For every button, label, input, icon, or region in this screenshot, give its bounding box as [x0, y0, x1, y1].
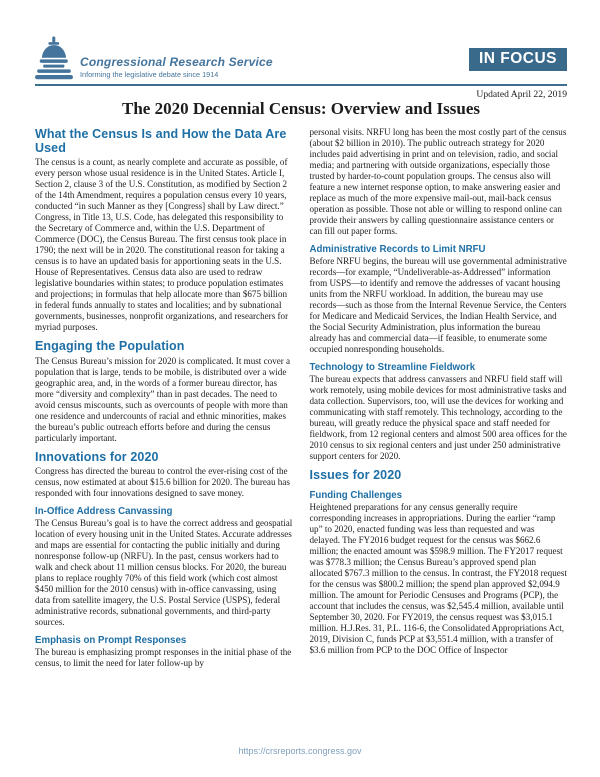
para-in-office-address-canvassing: The Census Bureau’s goal is to have the correct address and geospatial location of every housing unit in the United States. Accurate addresses and maps are essential for contacting the public initially and during nonresponse follow-up (NRFU). In the past, census workers had to walk and check about 11 million census blocks. For 2020, the bureau plans to replace roughly 70% of this field work (which cost almost $450 million for the 2010 census) with in-office canvassing, using data from satellite imagery, the U.S. Postal Service (USPS), federal administrative records, subnational governments, and third-party sources.	[35, 518, 293, 627]
footer	[0, 741, 600, 759]
para-funding-challenges: Heightened preparations for any census generally require corresponding increases in appropriations. During the earlier “ramp up” to 2020, enacted funding was less than requested and was delayed. The FY2016 budget request for the census was $662.6 million; the enacted amount was $598.9 million. The FY2017 request was $778.3 million; the Census Bureau’s approved spend plan allocated $767.3 million to the census. In contrast, the FY2018 request for the census was $800.2 million; the spend plan approved $2,094.9 million. The amount for Periodic Censuses and Programs (PCP), the account that includes the census, was $2,545.4 million, available until September 30, 2020. For FY2019, the census request was $3,015.1 million. H.J.Res. 31, P.L. 116-6, the Consolidated Appropriations Act, 2019, Division C, funds PCP at $3,551.4 million, with a transfer of $3.6 million from PCP to the DOC Office of Inspector	[309, 501, 567, 655]
para-census-definition: The census is a count, as nearly complete and accurate as possible, of every person whose usual residence is in the United States. Article I, Section 2, clause 3 of the U.S. Constitution, as modified by Section 2 of the 14th Amendment, requires a population census every 10 years, conducted “in such Manner as they [Congress] shall by Law direct.” Congress, in Title 13, U.S. Code, has delegated this responsibility to the Secretary of Commerce and, within the U.S. Department of Commerce (DOC), the Census Bureau. The first census took place in 1790; the next will be in 2020. The constitutional reason for taking a census is to have an updated basis for apportioning seats in the U.S. House of Representatives. Census data also are used to redraw legislative boundaries within states; to produce population estimates and projections; in formulas that help allocate more than $675 billion in federal funds annually to states and localities; and by subnational governments, businesses, nonprofit organizations, and researchers for myriad purposes.	[35, 157, 289, 332]
subheading-technology-fieldwork: Technology to Streamline Fieldwork	[309, 362, 476, 373]
right-column	[310, 127, 568, 669]
footer-link[interactable]: https://crsreports.congress.gov	[238, 746, 362, 756]
subheading-emphasis-prompt-responses: Emphasis on Prompt Responses	[35, 635, 187, 646]
updated-date: Updated April 22, 2019	[476, 89, 567, 100]
para-technology-fieldwork: The bureau expects that address canvassers and NRFU field staff will work remotely, using mobile devices for most administrative tasks and data collection. Supervisors, too, will use the devices for working and communicating with staff remotely. This technology, according to the bureau, will greatly reduce the physical space and staff needed for fieldwork, from 12 regional centers and almost 500 area offices for the 2010 census to six regional centers and just under 250 administrative support centers for 2020.	[309, 374, 567, 461]
para-engaging-population: The Census Bureau’s mission for 2020 is complicated. It must cover a population that is large, tends to be mobile, is distributed over a wide geographic area, and, in the words of a former bureau director, has more “diversity and complexity” than in past decades. The need to avoid census miscounts, such as overcounts of people with more than one residence and undercounts of racial and ethnic minorities, makes the bureau’s public outreach efforts before and during the census particularly important.	[35, 355, 291, 443]
in-focus-badge: IN FOCUS	[469, 48, 567, 71]
capitol-dome-icon	[35, 36, 73, 82]
org-tagline: Informing the legislative debate since 1914	[80, 70, 219, 79]
subheading-in-office-address-canvassing: In-Office Address Canvassing	[35, 506, 173, 517]
header-divider	[35, 84, 567, 86]
para-prompt-responses-continued: personal visits. NRFU long has been the most costly part of the census (about $2 billion in 2010). The public outreach strategy for 2020 includes paid advertising in print and on television, radio, and social media; and partnering with outside organizations, especially those trusted by harder-to-count population groups. The census also will feature a new internet response option, to make answering easier and replace as much of the more expensive mail-out, mail-back census operation as possible. Those not able or willing to respond online can provide their answers by calling questionnaire assistance centers or can fill out paper forms.	[309, 127, 567, 236]
header	[35, 36, 567, 82]
subheading-administrative-records: Administrative Records to Limit NRFU	[309, 244, 486, 255]
section-heading-what-census-is: What the Census Is and How the Data Are Used	[35, 127, 287, 155]
left-column	[35, 127, 293, 669]
para-emphasis-prompt-responses: The bureau is emphasizing prompt responses in the initial phase of the census, to limit the need for later follow-up by	[35, 647, 292, 668]
para-innovations-2020: Congress has directed the bureau to control the ever-rising cost of the census, now estimated at about $15.6 billion for 2020. The bureau has responded with four innovations designed to save money.	[35, 466, 290, 498]
section-heading-innovations-2020: Innovations for 2020	[35, 449, 159, 464]
para-administrative-records: Before NRFU begins, the bureau will use governmental administrative records—for example, “Undeliverable-as-Addressed” information from USPS—to identify and remove the addresses of vacant housing units from the NRFU workload. In addition, the bureau may use records—such as those from the Internal Revenue Service, the Centers for Medicare and Medicaid Services, the Indian Health Service, and the Social Security Administration, plus information the bureau already has and commercial data—if feasible, to enumerate some occupied nonresponding households.	[309, 256, 567, 354]
document-title: The 2020 Decennial Census: Overview and Issues	[122, 99, 480, 118]
section-heading-engaging-population: Engaging the Population	[35, 339, 185, 353]
brand-text	[80, 55, 273, 82]
subheading-funding-challenges: Funding Challenges	[309, 489, 403, 501]
org-name: Congressional Research Service	[80, 55, 273, 69]
section-heading-issues-2020: Issues for 2020	[309, 468, 402, 482]
two-column-body	[35, 127, 567, 669]
crs-logo	[35, 36, 273, 82]
